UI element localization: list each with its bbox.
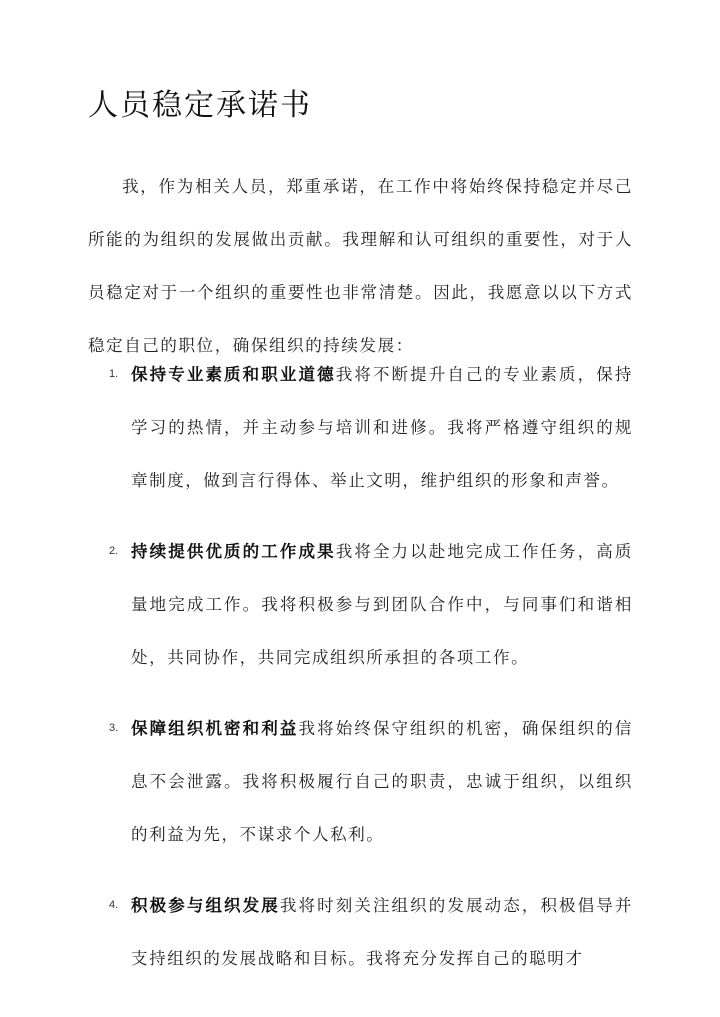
list-item-heading: 持续提供优质的工作成果 <box>131 542 336 561</box>
list-item-number: 2. <box>109 545 119 557</box>
list-item-number: 1. <box>109 368 119 380</box>
list-item-text: 我将始终保守组织的机密，确保组织的信息不会泄露。我将积极履行自己的职责，忠诚于组织，以组织的利益为先，不谋求个人私利。 <box>131 719 633 844</box>
list-item-number: 3. <box>109 722 119 734</box>
list-item-number: 4. <box>109 899 119 911</box>
list-item-heading: 积极参与组织发展 <box>131 896 280 915</box>
commitment-list <box>88 348 633 1003</box>
list-item-text: 我将不断提升自己的专业素质，保持学习的热情，并主动参与培训和进修。我将严格遵守组织的规章制度，做到言行得体、举止文明，维护组织的形象和声誉。 <box>131 365 633 490</box>
intro-paragraph: 我，作为相关人员，郑重承诺，在工作中将始终保持稳定并尽己所能的为组织的发展做出贡献。我理解和认可组织的重要性，对于人员稳定对于一个组织的重要性也非常清楚。因此，我愿意以以下方式稳定自己的职位，确保组织的持续发展： <box>88 177 633 355</box>
list-item <box>88 879 633 985</box>
list-item <box>88 525 633 684</box>
list-item-text: 我将全力以赴地完成工作任务，高质量地完成工作。我将积极参与到团队合作中，与同事们和谐相处，共同协作，共同完成组织所承担的各项工作。 <box>131 542 633 667</box>
list-item-heading: 保持专业素质和职业道德 <box>131 365 336 384</box>
list-item-heading: 保障组织机密和利益 <box>131 719 299 738</box>
list-item <box>88 348 633 507</box>
document-title: 人员稳定承诺书 <box>88 88 312 123</box>
list-item-text: 我将时刻关注组织的发展动态，积极倡导并支持组织的发展战略和目标。我将充分发挥自己的聪明才 <box>131 896 633 968</box>
list-item <box>88 702 633 861</box>
